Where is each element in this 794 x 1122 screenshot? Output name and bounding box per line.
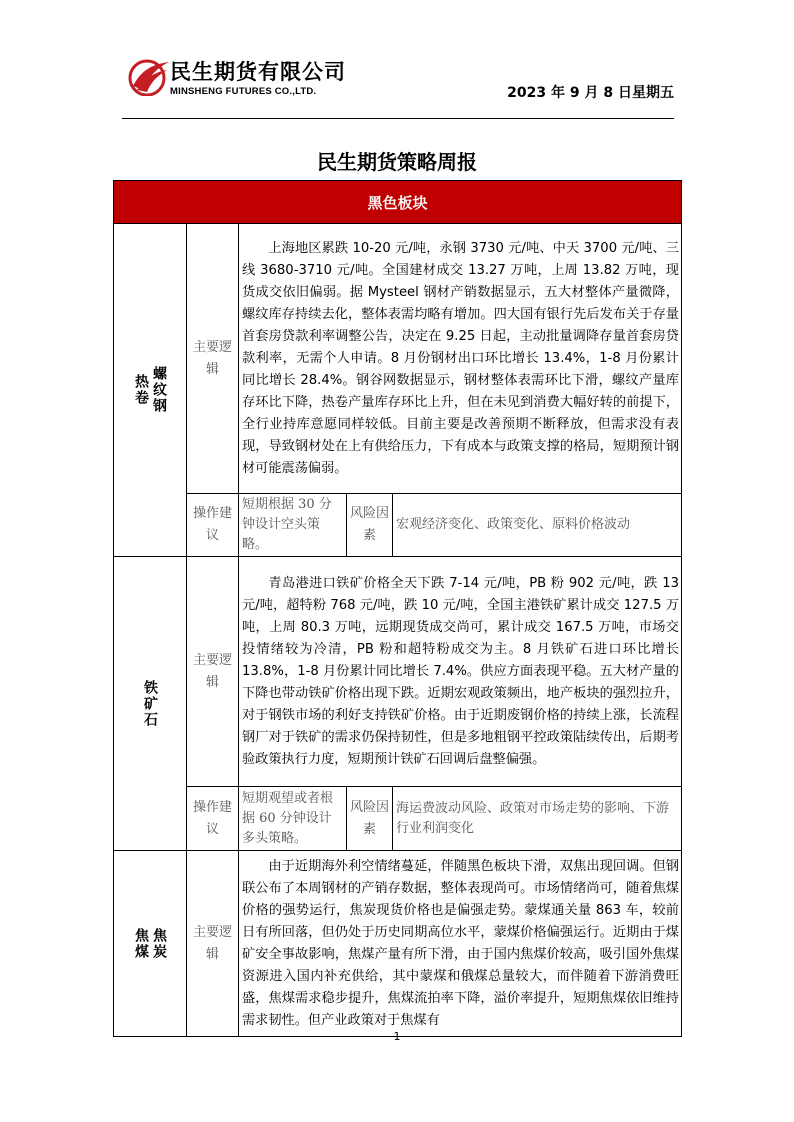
operation-text: 短期观望或者根据 60 分钟设计多头策略。: [239, 787, 347, 851]
minsheng-logo-icon: [127, 56, 171, 96]
operation-label: 操作建议: [187, 787, 239, 851]
product-name-primary: 铁矿石: [142, 679, 158, 728]
product-name-primary: 焦炭: [151, 927, 167, 960]
logic-text: 青岛港进口铁矿价格全天下跌 7-14 元/吨，PB 粉 902 元/吨，跌 13 元/吨，超特粉 768 元/吨，跌 10 元/吨，全国主港铁矿累计成交 127.5 万吨，上周 80.3 万吨，远期现货成交尚可，累计成交 167.5 万吨，市场交投情绪较为冷清，PB 粉和超特粉成交为主。8 月铁矿石进口环比增长 13.8%，1-8 月份累计同比增长 7.4%。供应方面表现平稳。五大材产量的下降也带动铁矿价格出现下跌。近期宏观政策频出，地产板块的强烈拉升，对于钢铁市场的利好支持铁矿价格。由于近期废钢价格的持续上涨，长流程钢厂对于铁矿的需求仍保持韧性，但是多地粗钢平控政策陆续传出，后期考验政策执行力度，短期预计铁矿石回调后盘整偏强。: [239, 557, 682, 787]
header-divider: [122, 118, 674, 119]
product-name-cell: [114, 224, 187, 557]
product-name-secondary: 热卷: [133, 374, 149, 406]
risk-text: 宏观经济变化、政策变化、原料价格波动: [393, 494, 682, 557]
company-name-en: MINSHENG FUTURES CO.,LTD.: [170, 86, 317, 97]
product-name-cell: [114, 557, 187, 851]
risk-label: 风险因素: [347, 787, 393, 851]
logic-label: 主要逻辑: [187, 224, 239, 494]
page-number: 1: [393, 1030, 401, 1043]
logic-label: 主要逻辑: [187, 557, 239, 787]
operation-text: 短期根据 30 分钟设计空头策略。: [239, 494, 347, 557]
document-title: 民生期货策略周报: [317, 150, 477, 174]
product-row-logic: [114, 557, 682, 787]
page-header: [122, 50, 674, 120]
product-row-operation: [114, 787, 682, 851]
product-name-primary: 螺纹钢: [151, 366, 167, 414]
product-name-cell: [114, 851, 187, 1037]
company-name-cn: 民生期货有限公司: [170, 60, 346, 84]
operation-label: 操作建议: [187, 494, 239, 557]
logic-text: 上海地区累跌 10-20 元/吨，永钢 3730 元/吨、中天 3700 元/吨、三线 3680-3710 元/吨。全国建材成交 13.27 万吨，上周 13.82 万吨，现货成交依旧偏弱。据 Mysteel 钢材产销数据显示，五大材整体产量微降，螺纹库存持续去化，整体表需均略有增加。四大国有银行先后发布关于存量首套房贷款利率调整公告，决定在 9.25 日起，主动批量调降存量首套房贷款利率，无需个人申请。8 月份钢材出口环比增长 13.4%，1-8 月份累计同比增长 28.4%。钢谷网数据显示，钢材整体表需环比下滑，螺纹产量库存环比下降，热卷产量库存环比上升，但在未见到消费大幅好转的前提下，全行业持库意愿同样较低。目前主要是改善预期不断释放，但需求没有表现，导致钢材处在上有供给压力，下有成本与政策支撑的格局，短期预计钢材可能震荡偏弱。: [239, 224, 682, 494]
risk-text: 海运费波动风险、政策对市场走势的影响、下游行业利润变化: [393, 787, 682, 851]
product-row-logic: [114, 224, 682, 494]
risk-label: 风险因素: [347, 494, 393, 557]
logic-text: 由于近期海外利空情绪蔓延，伴随黑色板块下滑，双焦出现回调。但钢联公布了本周钢材的产销存数据，整体表现尚可。市场情绪尚可，随着焦煤价格的强势运行，焦炭现货价格也是偏强走势。蒙煤通关量 863 车，较前日有所回落，但仍处于历史同期高位水平，蒙煤价格偏强运行。近期由于煤矿安全事故影响，焦煤产量有所下滑，由于国内焦煤价较高，吸引国外焦煤资源进入国内补充供给，其中蒙煤和俄煤总量较大，而伴随着下游消费旺盛，焦煤需求稳步提升，焦煤流拍率下降，溢价率提升，短期焦煤依旧维持需求韧性。但产业政策对于焦煤有: [239, 851, 682, 1037]
report-date: 2023 年 9 月 8 日星期五: [507, 85, 674, 101]
strategy-table: [113, 180, 682, 1037]
product-name-secondary: 焦煤: [133, 927, 149, 960]
logic-label: 主要逻辑: [187, 851, 239, 1037]
sector-header: 黑色板块: [114, 181, 682, 224]
product-row-logic: [114, 851, 682, 1037]
product-row-operation: [114, 494, 682, 557]
